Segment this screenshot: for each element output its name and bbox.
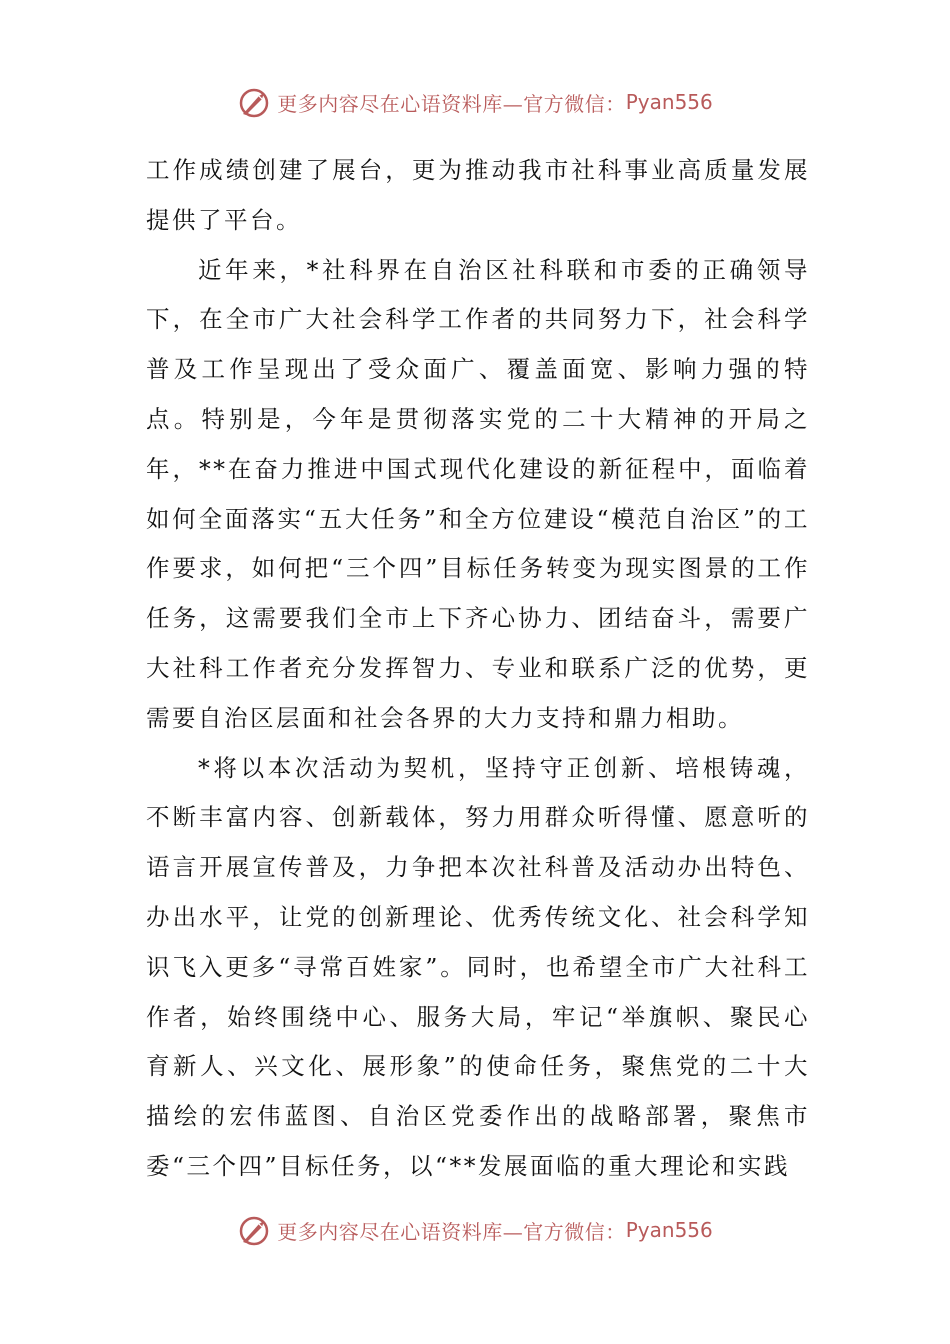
document-body [146, 146, 810, 1192]
wechat-id: Pyan556 [625, 1218, 713, 1242]
paragraph-continuation: 工作成绩创建了展台，更为推动我市社科事业高质量发展提供了平台。 [146, 156, 810, 234]
paragraph-social-science-popularization: 近年来，*社科界在自治区社科联和市委的正确领导下，在全市广大社会科学工作者的共同努力下，社会科学普及工作呈现出了受众面广、覆盖面宽、影响力强的特点。特别是，今年是贯彻落实党的二十大精神的开局之年，**在奋力推进中国式现代化建设的新征程中，面临着如何全面落实“五大任务”和全方位建设“模范自治区”的工作要求，如何把“三个四”目标任务转变为现实图景的工作任务，这需要我们全市上下齐心协力、团结奋斗，需要广大社科工作者充分发挥智力、专业和联系广泛的优势，更需要自治区层面和社会各界的大力支持和鼎力相助。 [146, 255, 810, 732]
banner-slogan: 更多内容尽在心语资料库—官方微信： [277, 1219, 626, 1244]
header-banner [0, 82, 950, 122]
banner-slogan: 更多内容尽在心语资料库—官方微信： [277, 91, 626, 116]
pen-circle-logo-icon [237, 84, 273, 120]
footer-banner [0, 1210, 950, 1250]
wechat-id: Pyan556 [625, 90, 713, 114]
pen-circle-logo-icon [237, 1212, 273, 1248]
paragraph-activity-outlook: *将以本次活动为契机，坚持守正创新、培根铸魂，不断丰富内容、创新载体，努力用群众听得懂、愿意听的语言开展宣传普及，力争把本次社科普及活动办出特色、办出水平，让党的创新理论、优秀传统文化、社会科学知识飞入更多“寻常百姓家”。同时，也希望全市广大社科工作者，始终围绕中心、服务大局，牢记“举旗帜、聚民心育新人、兴文化、展形象”的使命任务，聚焦党的二十大描绘的宏伟蓝图、自治区党委作出的战略部署，聚焦市委“三个四”目标任务，以“**发展面临的重大理论和实践 [146, 753, 810, 1180]
